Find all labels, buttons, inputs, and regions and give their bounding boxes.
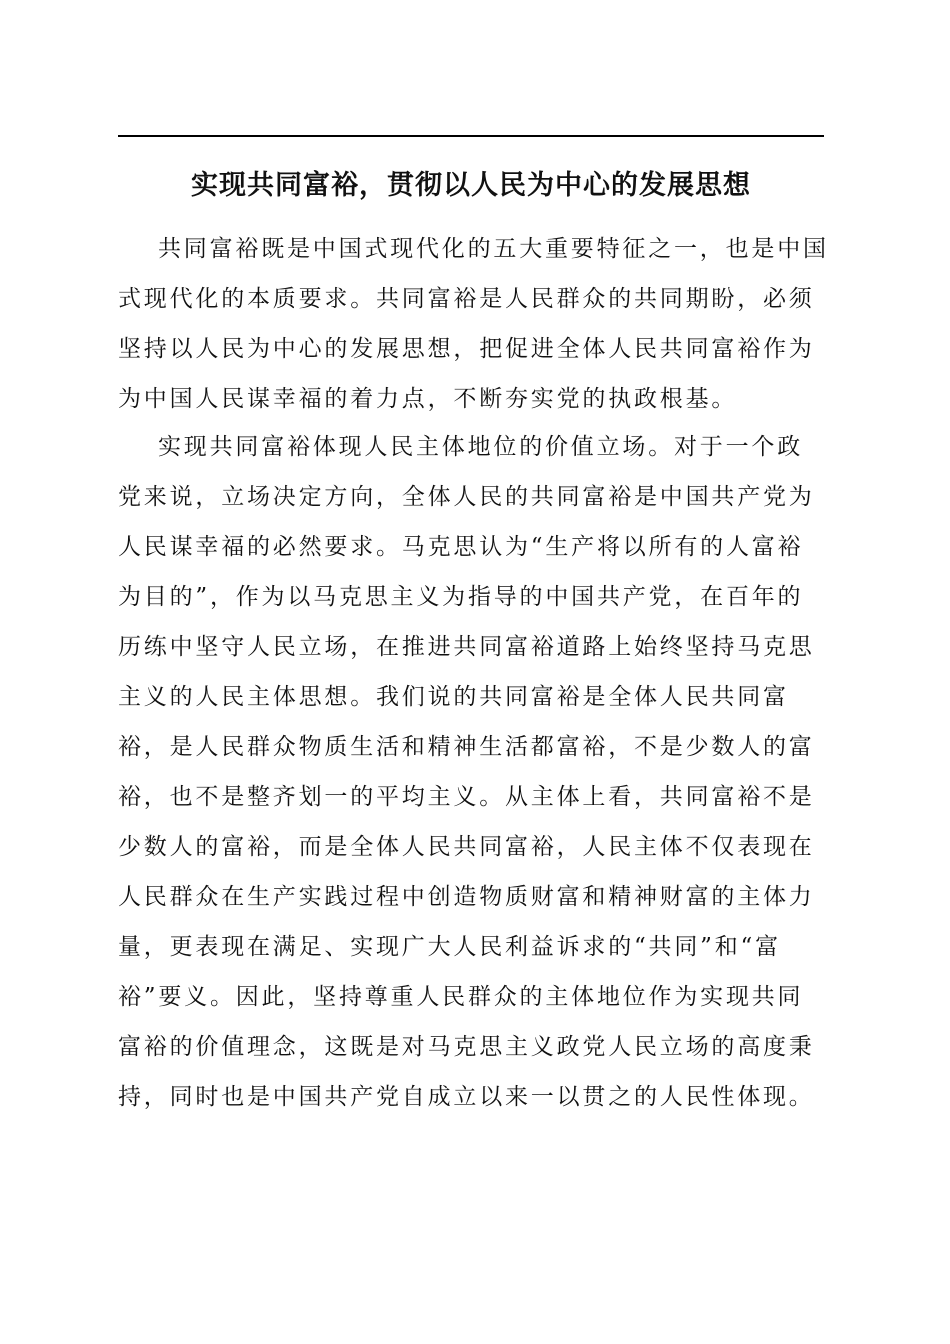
text-line: 主义的人民主体思想。我们说的共同富裕是全体人民共同富: [118, 684, 789, 710]
text-line: 持，同时也是中国共产党自成立以来一以贯之的人民性体现。: [118, 1084, 815, 1110]
paragraph-2: [118, 422, 824, 1122]
text-line: 式现代化的本质要求。共同富裕是人民群众的共同期盼，必须: [118, 286, 815, 312]
text-line: 为目的”，作为以马克思主义为指导的中国共产党，在百年的: [118, 584, 804, 610]
text-line: 富裕的价值理念，这既是对马克思主义政党人民立场的高度秉: [118, 1034, 815, 1060]
text-line: 实现共同富裕体现人民主体地位的价值立场。对于一个政: [158, 434, 803, 460]
text-line: 裕”要义。因此，坚持尊重人民群众的主体地位作为实现共同: [118, 984, 804, 1010]
text-line: 为中国人民谋幸福的着力点，不断夯实党的执政根基。: [118, 386, 738, 412]
text-line: 党来说，立场决定方向，全体人民的共同富裕是中国共产党为: [118, 484, 815, 510]
text-line: 历练中坚守人民立场，在推进共同富裕道路上始终坚持马克思: [118, 634, 815, 660]
text-line: 人民谋幸福的必然要求。马克思认为“生产将以所有的人富裕: [118, 534, 804, 560]
document-title: 实现共同富裕，贯彻以人民为中心的发展思想: [191, 170, 751, 201]
header-rule: [118, 135, 824, 137]
paragraph-1: [118, 224, 829, 424]
text-line: 量，更表现在满足、实现广大人民利益诉求的“共同”和“富: [118, 934, 781, 960]
text-line: 裕，是人民群众物质生活和精神生活都富裕，不是少数人的富: [118, 734, 815, 760]
text-line: 共同富裕既是中国式现代化的五大重要特征之一，也是中国: [158, 236, 829, 262]
text-line: 坚持以人民为中心的发展思想，把促进全体人民共同富裕作为: [118, 336, 815, 362]
text-line: 少数人的富裕，而是全体人民共同富裕，人民主体不仅表现在: [118, 834, 815, 860]
text-line: 裕，也不是整齐划一的平均主义。从主体上看，共同富裕不是: [118, 784, 815, 810]
text-line: 人民群众在生产实践过程中创造物质财富和精神财富的主体力: [118, 884, 815, 910]
